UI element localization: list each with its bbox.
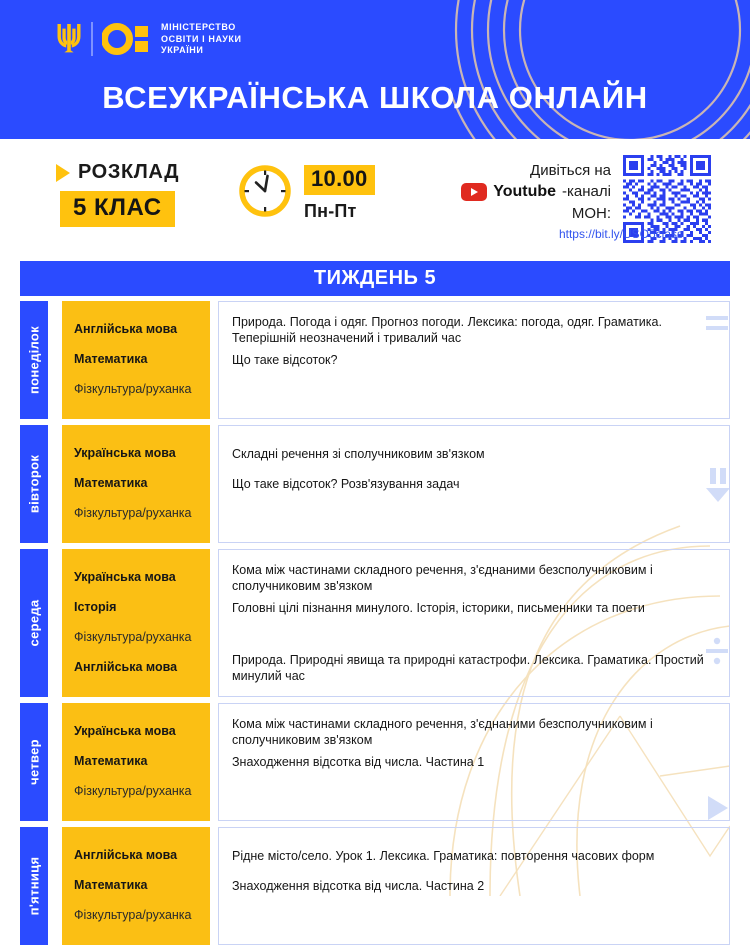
week-banner: ТИЖДЕНЬ 5 [20,261,730,296]
topic-text: Природа. Природні явища та природні катастрофи. Лексика. Граматика. Простий минулий час [232,653,704,683]
day-label: вівторок [26,454,42,514]
day-label-tab [20,549,48,697]
page-header [0,0,750,139]
youtube-suffix: -каналі [562,183,611,200]
subject-name: Англійська мова [74,322,178,336]
subject-name: Фізкультура/руханка [74,630,192,644]
page-title: ВСЕУКРАЇНСЬКА ШКОЛА ОНЛАЙН [102,80,648,115]
schedule-label: РОЗКЛАД [78,161,180,183]
schedule-rows [20,301,730,945]
play-triangle-icon [56,164,70,182]
subject-column [62,827,210,945]
topic-text: Головні цілі пізнання минулого. Історія, історики, письменники та поети [232,601,645,615]
watch-line-3: МОН: [571,205,611,222]
subject-column [62,549,210,697]
topic-text [232,777,715,807]
day-label: понеділок [26,326,42,394]
topic-text: Що таке відсоток? Розв'язування задач [232,477,460,491]
day-label-tab [20,827,48,945]
day-label-tab [20,703,48,821]
topic-text [232,623,715,653]
decorative-arcs [450,0,750,139]
class-badge: 5 КЛАС [60,191,175,227]
subject-name: Фізкультура/руханка [74,506,192,520]
time-days: Пн-Пт [304,201,357,221]
ministry-line-2: ОСВІТИ І НАУКИ [161,33,242,44]
time-value: 10.00 [304,165,375,195]
ministry-logo [56,22,242,57]
schedule-heading-row [56,161,179,184]
day-row [20,827,730,945]
day-label-tab [20,425,48,543]
subject-column [62,425,210,543]
logo-divider [91,22,93,56]
ministry-line-1: МІНІСТЕРСТВО [161,22,236,32]
day-row [20,301,730,419]
topic-text: Знаходження відсотка від числа. Частина 2 [232,879,485,893]
watch-line-2 [461,181,611,203]
subject-name: Англійська мова [74,848,178,862]
youtube-text [461,155,611,224]
day-label: п'ятниця [26,856,42,916]
subject-name: Фізкультура/руханка [74,908,192,922]
time-block [237,163,375,222]
topic-text: Кома між частинами складного речення, з'єднаними безсполучниковим і сполучниковим зв'язком [232,717,653,747]
topic-column [218,549,730,697]
qr-url-link[interactable]: https://bit.ly/USO5class [558,227,684,241]
topic-text [232,499,715,529]
day-row [20,549,730,697]
subject-name: Фізкультура/руханка [74,382,192,396]
ministry-text [161,22,242,57]
subject-name: Математика [74,878,148,892]
topic-text: Знаходження відсотка від числа. Частина 1 [232,755,485,769]
youtube-brand: Youtube [493,183,557,200]
day-row [20,703,730,821]
subject-name: Фізкультура/руханка [74,784,192,798]
topic-column [218,425,730,543]
ukraine-trident-icon [56,22,82,56]
topic-column [218,703,730,821]
time-texts [304,163,375,222]
mon-logo-mark [102,22,148,56]
day-row [20,425,730,543]
subject-column [62,301,210,419]
subject-name: Математика [74,476,148,490]
subject-name: Історія [74,600,117,614]
schedule-heading-block [56,161,179,227]
subject-name: Математика [74,352,148,366]
ministry-line-3: УКРАЇНИ [161,45,204,55]
subject-column [62,703,210,821]
topic-text: Кома між частинами складного речення, з'єднаними безсполучниковим і сполучниковим зв'язком [232,563,653,593]
day-label: четвер [26,739,42,785]
subject-name: Математика [74,754,148,768]
topic-text: Що таке відсоток? [232,353,338,367]
info-bar [0,139,750,261]
schedule-table [20,296,730,945]
topic-column [218,301,730,419]
watch-line-1: Дивіться на [530,162,611,179]
day-label-tab [20,301,48,419]
topic-text [232,901,715,931]
subject-name: Українська мова [74,446,176,460]
subject-name: Українська мова [74,570,176,584]
subject-name: Англійська мова [74,660,178,674]
clock-icon [237,163,293,219]
subject-name: Українська мова [74,724,176,738]
youtube-icon[interactable] [461,183,487,201]
topic-column [218,827,730,945]
topic-text: Складні речення зі сполучниковим зв'язком [232,447,485,461]
topic-text [232,375,715,405]
topic-text: Природа. Погода і одяг. Прогноз погоди. Лексика: погода, одяг. Граматика. Теперішній неозначений і тривалий час [232,315,662,345]
topic-text: Рідне місто/село. Урок 1. Лексика. Граматика: повторення часових форм [232,849,655,863]
day-label: середа [26,599,42,647]
